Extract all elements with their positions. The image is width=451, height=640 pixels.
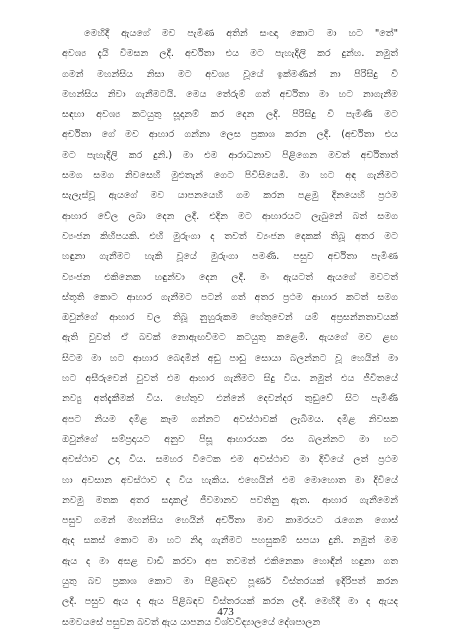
- text-line: ව්‍යංජන කිහිපයකි. එහි මුරුංගා ද තවත් ව්‍යංජන දෙකක් තිබූ අතර මට: [62, 230, 398, 242]
- text-line: පසුව ගමන් මහන්සිය හෙයින් අර්චිතා මාව කාමරයට රැගෙන ගොස්: [62, 515, 398, 527]
- text-line: ඔවුන්ගේ සම්ප්‍රදායට අනුව පිසූ ආහාරයක රස බලන්නට මා හට: [62, 433, 398, 445]
- text-line: සැලැස්වූ ඇයගේ මව යාපනයෙහි ගම කරන පළමු දිනයෙහි ප්‍රථම: [62, 190, 398, 202]
- text-line: සඳහා අවශ්‍ය කටයුතු සූදානම් කර දෙන ලදි. පිරිසිදු වී පැමිණි මට: [62, 109, 398, 121]
- text-line: ගමන් මහන්සිය නිසා මට අවශ්‍ය වූයේ ඉක්මණින් නා පිරිසිදු වී: [62, 68, 398, 80]
- text-line: සමග සමග නිවසෙහි මුළුතැන් ගෙට පිවිසියෙමි. මා හට අඳ ගැනීමට: [62, 170, 398, 182]
- text-line: හඳුනා ගැනීමට හැකි වූයේ මුරුංගා පමණි. පසුව අර්චිතා පැමිණ: [62, 251, 398, 263]
- text-line: යුතු බව ප්‍රකාශ කොට මා පිළිබඳව පූර්ණ විස්තරයක් ඉදිරිපත් කරන: [62, 576, 398, 588]
- text-line: මහන්සිය නිවා ගැනීමටයි. මෙය තේරුම් ගත් අර්චිතා මා හට නාගැනීම: [62, 88, 398, 100]
- text-line: අර්චිතා ගේ මව ආහාර ගන්නා ලෙස ප්‍රකාශ කරන ලදී. (අර්චිතා එය: [62, 129, 398, 141]
- text-line: නවමු මතක අතර සදාකල් ජීවමානව පවතිනු ඇත. ආහාර ගැනීමෙන්: [62, 494, 398, 506]
- text-line: සමවයසේ පසුවන බවත් ඇය යාපනය විශ්වවිද්‍යාලයේ දේශපාලන: [62, 616, 321, 628]
- text-line: ඇය ද මා අසළ වාඩි කරවා අප තවමත් එකිනෙකා හොඳින් හඳුනා ගත: [62, 555, 398, 567]
- text-line: නව්‍යු අත්දැකීමක් විය. හේතුව එන්නේ දෙවන්දර තුඩුවේ සිට පැමිණි: [62, 393, 398, 405]
- text-line: ආහාර වේල ලබා දෙන ලදී. එදින මට ආහාරයට ලැබුනේ බත් සමග: [62, 210, 398, 222]
- body-paragraph: [62, 24, 398, 633]
- text-line: මෙහිදී ඇයගේ මව පැමිණ අතින් සංඥා කොට මා හට "තේ": [84, 28, 398, 39]
- text-line: අවශ්‍ය දැයි විමසන ලදී. අර්චිතා එය මට පැහැදිලි කර දුන්හ. නමුත්: [62, 48, 398, 60]
- text-line: ඔවුන්ගේ ආහාර වල තිබූ නුහුරුකම හේතුවෙන් යම් අප්‍රසන්නතාවයක්: [62, 312, 398, 324]
- text-line: අපට නියම දමිළ කෑම ගන්නට අවස්ථාවක් ලැබීමය. දමිළ නිවසක: [62, 413, 398, 425]
- text-line: ඇද සකස් කොට මා හට නිදා ගැනීමට පහසුකම් සපයා දුනි. නමුත් මම: [62, 535, 398, 547]
- page-number: 473: [217, 606, 234, 618]
- text-line: සිටම මා හට ආහාර බෙදමින් අඩු පාඩු සොයා බලන්නට වූ හෙයින් මා: [62, 352, 398, 364]
- text-line: ස්තූති කොට ආහාර ගැනීමට පටන් ගත් අතර ප්‍රථම ආහාර කටත් සමග: [62, 291, 398, 303]
- text-line: ලදී. පසුව ඇය ද ඇය පිළිබඳව විස්තරයක් කරන ලදී. මෙහිදී මා ද ඇයද: [62, 596, 398, 608]
- text-line: හට අසීරුවෙන් වුවත් එම ආහාර ගැනීමට සිදු විය. නමුත් එය ජීවිතයේ: [62, 373, 398, 385]
- text-line: හා අවසාන අවස්ථාව ද විය හැකිය. එහෙයින් එම මොහොත මා දිවියේ: [62, 474, 398, 486]
- text-line: මට පැහැදිලි කර දුනි.) මා එම ආරාධනාව පිළිගෙන මවත් අර්චිතාත්: [62, 149, 398, 161]
- text-line: ව්‍යංජන එකිනෙක හඳුන්වා දෙන ලදී. මං ඇයටත් ඇයගේ මවටත්: [62, 271, 398, 283]
- text-line: ඇති වුවත් ඒ බවක් නොඇඟවීමට කටයුතු කළෙමි. ඇයගේ මව ළඟ: [62, 332, 398, 344]
- text-line: අවස්ථාව උදා විය. සමහර විටෙක එම අවස්ථාව මා දිවියේ ලත් ප්‍රථම: [62, 454, 398, 466]
